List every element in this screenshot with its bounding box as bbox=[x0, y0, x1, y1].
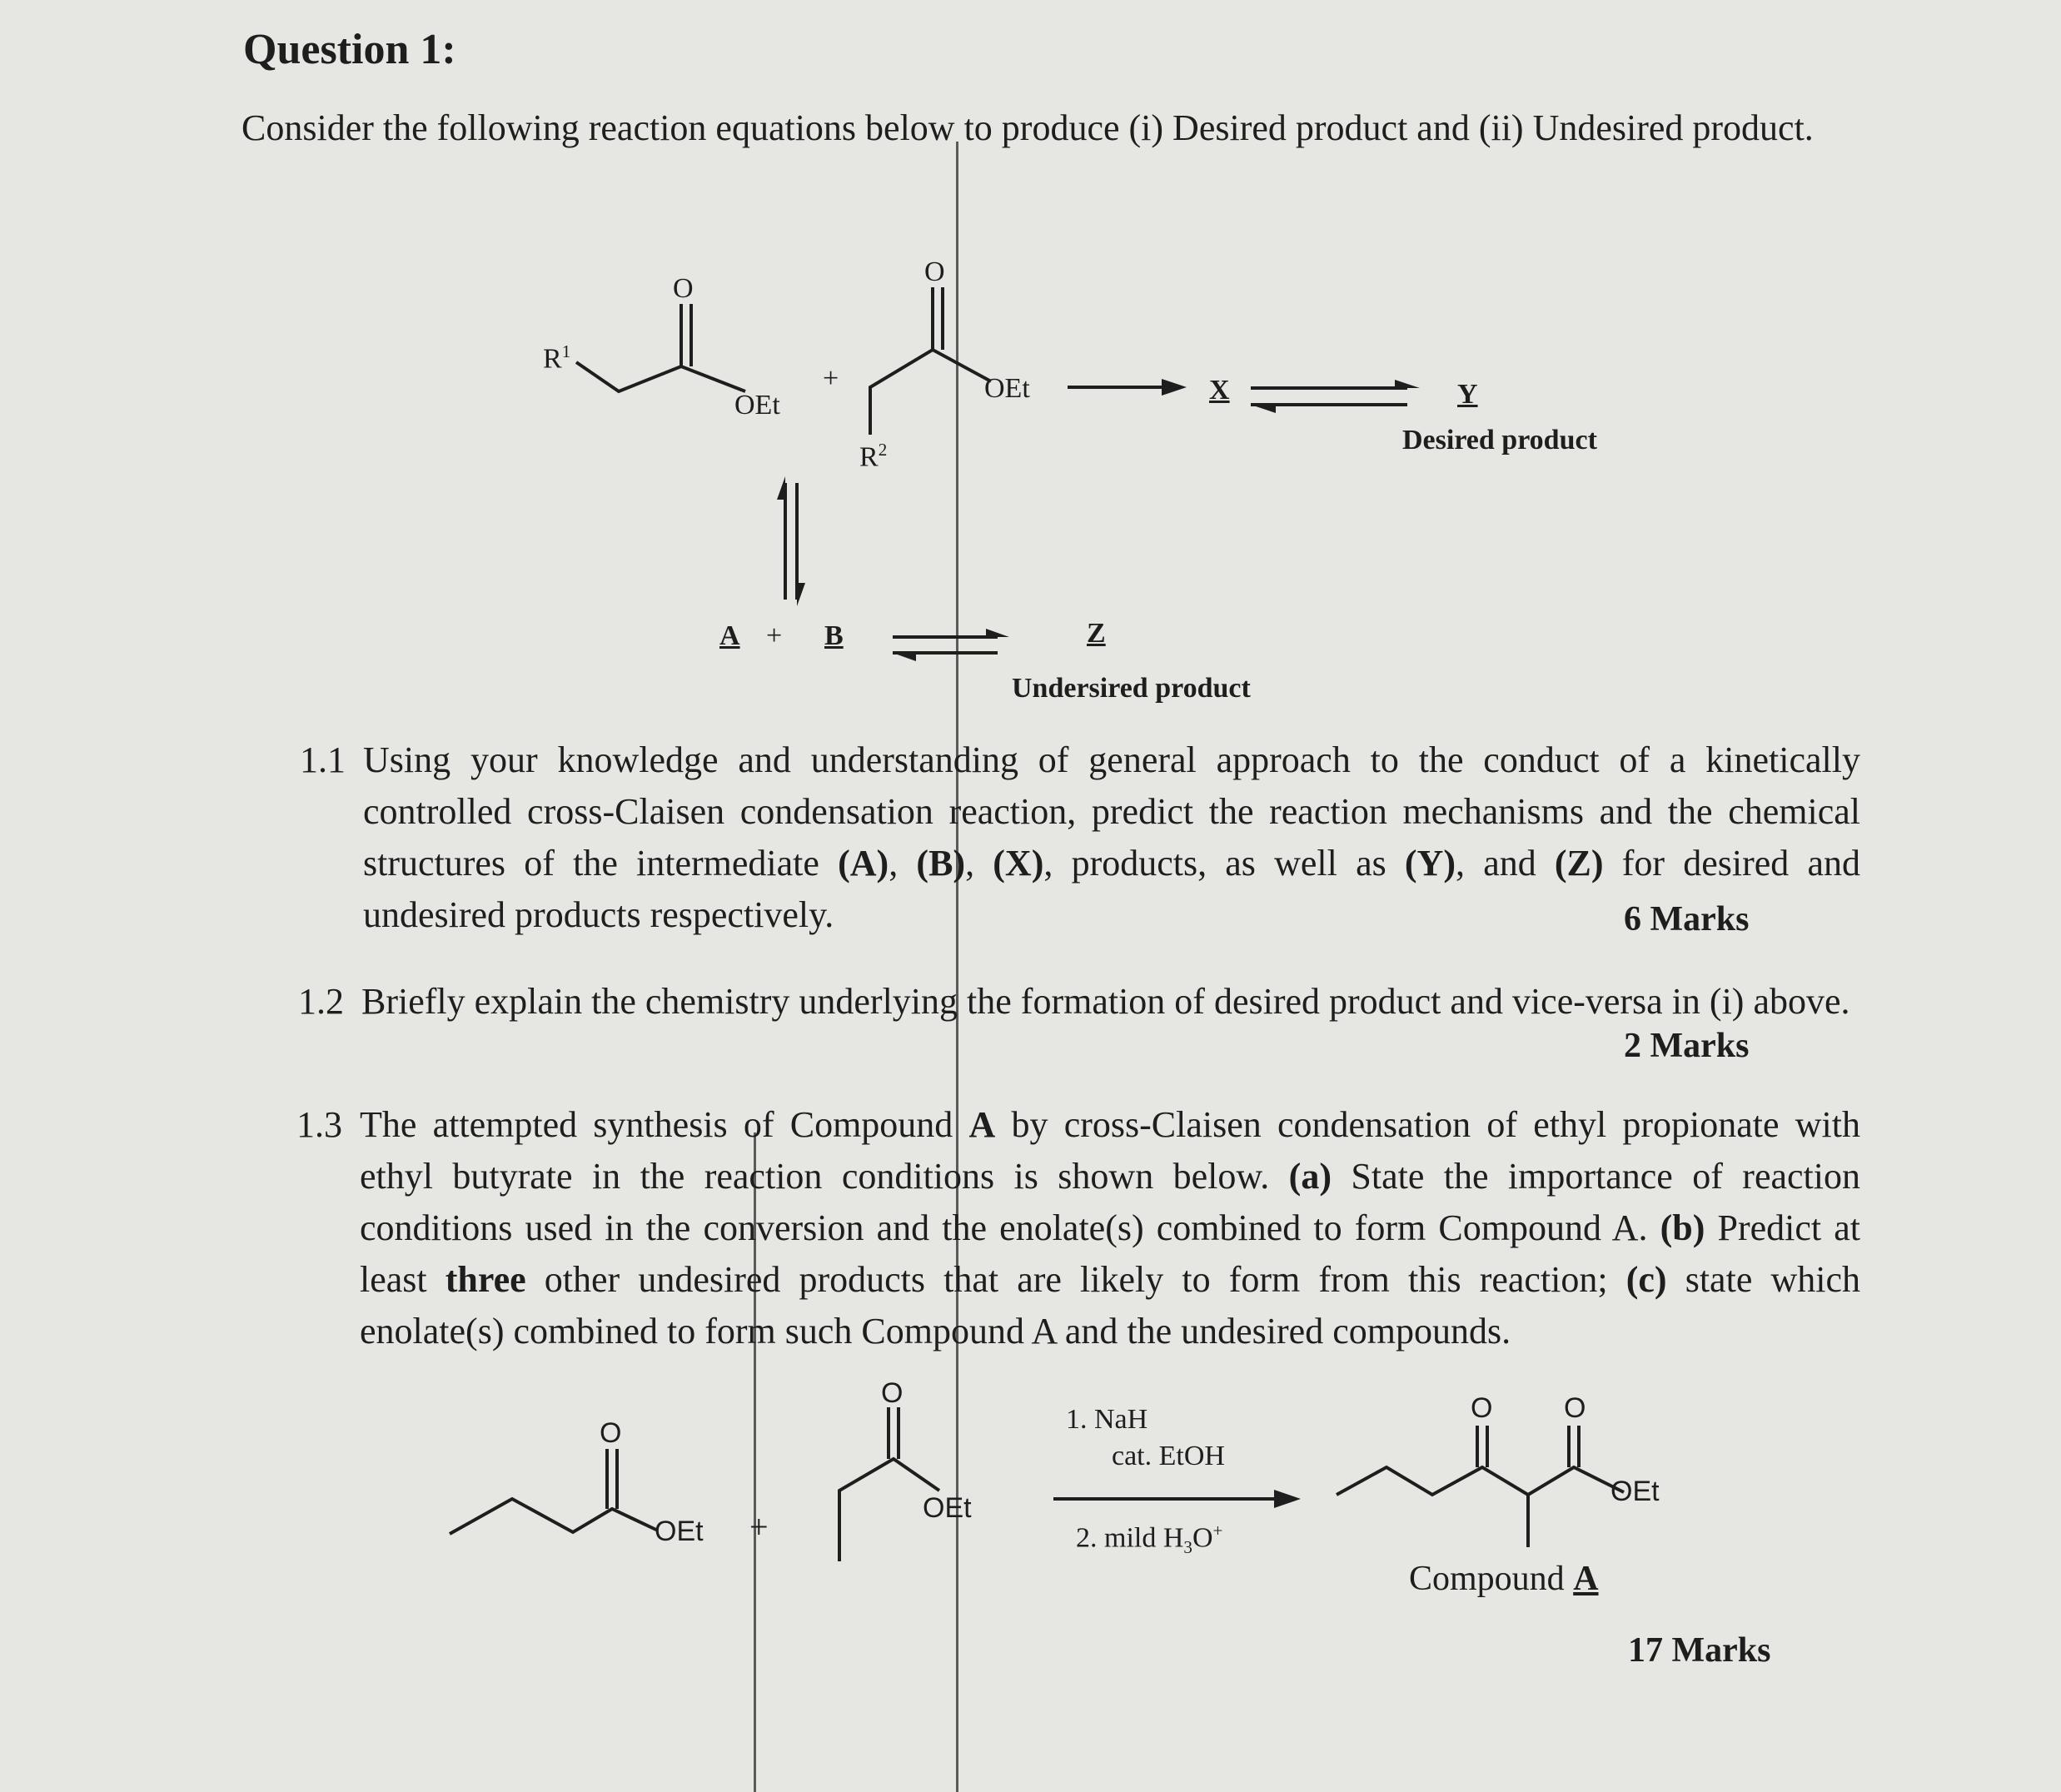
reactant2-substituent: $R^2$ bbox=[859, 440, 888, 473]
scheme2-plus-sign: + bbox=[749, 1508, 769, 1546]
step2-subscript: 3 bbox=[1183, 1537, 1192, 1558]
q1-1-text-b: cross-Claisen bbox=[527, 791, 725, 832]
scheme2-reaction-arrow-head bbox=[1274, 1490, 1301, 1508]
q1-3-compound-a: A bbox=[968, 1104, 996, 1145]
q1-1-text-a: Using your knowledge and understanding of general approach to the conduct of a kinetically controlled bbox=[363, 739, 1860, 832]
q1-1-text-d: , products, as well as bbox=[1043, 843, 1405, 884]
q1-3-part-a: (a) bbox=[1288, 1156, 1332, 1197]
reactant2-oxygen: O bbox=[924, 256, 945, 287]
q1-1-text-e: , and bbox=[1456, 843, 1555, 884]
question-1-3 bbox=[296, 1099, 1860, 1357]
reactant1-ester-group: OEt bbox=[734, 390, 780, 421]
compound-b-label: B bbox=[824, 620, 844, 651]
equilibrium-arrow-top-head bbox=[1395, 380, 1420, 388]
question-1-1-marks: 6 Marks bbox=[1624, 900, 1750, 938]
q1-1-term-x: (X) bbox=[993, 843, 1044, 884]
vertical-equilibrium-up-head bbox=[777, 476, 785, 500]
q1-1-sep-2: , bbox=[965, 843, 993, 884]
question-1-2-text: Briefly explain the chemistry underlying the formation of desired product and vice-versa in (i) above. bbox=[361, 981, 1850, 1022]
question-1-2-number: 1.2 bbox=[298, 981, 344, 1022]
q1-3-text-d: Predict at least bbox=[360, 1207, 1860, 1300]
compound-a-name-letter: A bbox=[1573, 1560, 1599, 1598]
compound-a-skeleton bbox=[1337, 1467, 1624, 1495]
step2-prefix: 2. mild H bbox=[1076, 1522, 1184, 1554]
question-title: Question 1: bbox=[243, 26, 456, 73]
q1-3-text-e: other undesired products that are likely to form from this reaction; bbox=[525, 1259, 1626, 1300]
question-1-1-number: 1.1 bbox=[300, 739, 346, 780]
question-intro: Consider the following reaction equations below to produce (i) Desired product and (ii) Undesired product. bbox=[241, 107, 1814, 148]
question-1-2-marks: 2 Marks bbox=[1624, 1027, 1750, 1065]
compound-a-ester-group: OEt bbox=[1610, 1476, 1660, 1507]
arrow-to-x-head bbox=[1162, 379, 1187, 396]
compound-a-label: A bbox=[719, 620, 740, 651]
propionate-ester-group: OEt bbox=[923, 1492, 972, 1524]
plus-sign-1: + bbox=[823, 363, 839, 394]
q1-1-term-a: (A) bbox=[838, 843, 889, 884]
q1-1-term-b: (B) bbox=[916, 843, 966, 884]
step2-superscript: + bbox=[1212, 1521, 1223, 1541]
reactant1-substituent: $R^1$ bbox=[543, 341, 571, 375]
q1-3-text-c: State the importance of reaction conditions used in the conversion and the enolate(s) combined to form Compound A. bbox=[360, 1156, 1860, 1248]
q1-3-text-f: state which enolate(s) combined to form such Compound A and the undesired compounds. bbox=[360, 1259, 1860, 1351]
butyrate-oxygen: O bbox=[600, 1417, 622, 1449]
q1-3-part-c: (c) bbox=[1625, 1259, 1667, 1300]
undesired-product-label: Undersired product bbox=[1012, 673, 1251, 704]
product-y: Y bbox=[1457, 379, 1478, 410]
q1-3-part-b: (b) bbox=[1660, 1207, 1705, 1248]
reactant2-skeleton bbox=[870, 350, 991, 435]
q1-1-text-c: condensation reaction, predict the reaction mechanisms and the chemical structures of the intermediate bbox=[363, 791, 1860, 884]
question-1-3-number: 1.3 bbox=[296, 1104, 342, 1145]
q1-3-three: three bbox=[445, 1259, 526, 1300]
q1-1-term-z: (Z) bbox=[1554, 843, 1604, 884]
q1-1-sep-1: , bbox=[889, 843, 917, 884]
compound-a-ketone-oxygen: O bbox=[1471, 1392, 1493, 1424]
compound-a-name bbox=[1409, 1559, 1599, 1599]
q1-3-text-a: The attempted synthesis of Compound bbox=[360, 1104, 969, 1145]
reactant2-ester-group: OEt bbox=[984, 373, 1030, 404]
condition-step-2 bbox=[1076, 1521, 1222, 1558]
product-z: Z bbox=[1087, 618, 1106, 649]
step2-oxygen: O bbox=[1192, 1522, 1213, 1554]
q1-1-term-y: (Y) bbox=[1404, 843, 1456, 884]
condition-step-1: 1. NaH bbox=[1066, 1404, 1148, 1435]
equilibrium-arrow-bottom-head bbox=[1251, 405, 1276, 413]
question-1-2 bbox=[298, 976, 1860, 1028]
intermediate-x: X bbox=[1209, 375, 1230, 406]
propionate-oxygen: O bbox=[881, 1377, 904, 1409]
vertical-equilibrium-down-head bbox=[797, 583, 805, 606]
desired-product-label: Desired product bbox=[1402, 425, 1597, 455]
ethyl-butyrate-skeleton bbox=[450, 1499, 658, 1534]
ab-equilibrium-top-head bbox=[986, 629, 1009, 637]
compound-a-name-prefix: Compound bbox=[1409, 1560, 1574, 1598]
total-marks: 17 Marks bbox=[1628, 1631, 1771, 1670]
plus-sign-2: + bbox=[766, 620, 783, 651]
q1-1-text-f: for desired and undesired products respectively. bbox=[363, 843, 1861, 935]
condition-catalyst: cat. EtOH bbox=[1112, 1441, 1225, 1471]
reactant1-skeleton bbox=[576, 362, 745, 391]
butyrate-ester-group: OEt bbox=[655, 1516, 704, 1547]
reactant1-oxygen: O bbox=[673, 273, 694, 304]
compound-a-ester-oxygen: O bbox=[1564, 1392, 1586, 1424]
q1-3-text-b: by cross-Claisen condensation of ethyl propionate with ethyl butyrate in the reaction conditions is shown below. bbox=[360, 1104, 1860, 1197]
